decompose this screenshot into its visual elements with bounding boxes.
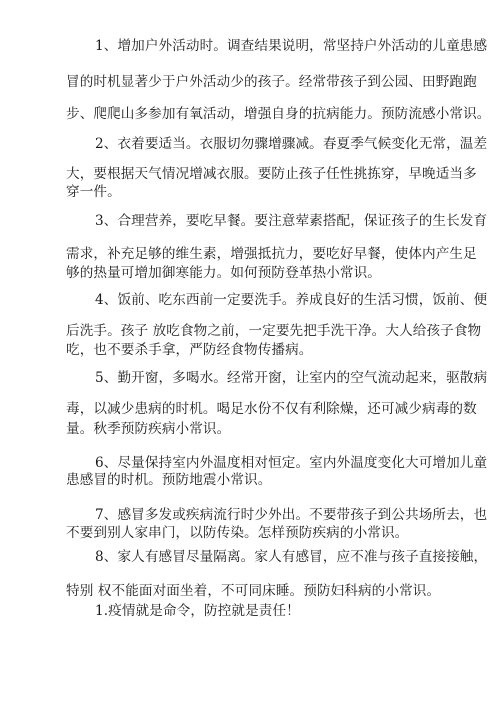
paragraph-7-line-1: 7、感冒多发或疾病流行时少外出。不要带孩子到公共场所去，也 [95, 507, 488, 523]
paragraph-8-line-2: 特别 权不能面对面坐着，不可同床睡。预防妇科病的小常识。 [66, 583, 441, 599]
paragraph-3-line-1: 3、合理营养，要吃早餐。要注意荤素搭配，保证孩子的生长发育 [95, 213, 488, 229]
paragraph-5-line-2: 毒，以减少患病的时机。喝足水份不仅有利除燥，还可减少病毒的数 [66, 401, 477, 417]
paragraph-7-line-2: 不要到别人家串门，以防传染。怎样预防疾病的小常识。 [66, 525, 409, 541]
paragraph-3-line-2: 需求，补充足够的维生素，增强抵抗力，要吃好早餐，使体内产生足 [66, 246, 477, 262]
closing-slogan: 1.疫情就是命令，防控就是责任！ [95, 603, 300, 619]
paragraph-4-line-2: 后洗手。孩子 放吃食物之前，一定要先把手洗干净。大人给孩子食物 [66, 323, 482, 339]
paragraph-3-line-3: 够的热量可增加御寒能力。如何预防登革热小常识。 [66, 265, 381, 281]
paragraph-6-line-1: 6、尽量保持室内外温度相对恒定。室内外温度变化大可增加儿童 [95, 455, 488, 471]
paragraph-2-line-3: 穿一件。 [66, 184, 121, 200]
paragraph-4-line-1: 4、饭前、吃东西前一定要洗手。养成良好的生活习惯，饭前、便 [95, 292, 488, 308]
paragraph-5-line-3: 量。秋季预防疾病小常识。 [66, 421, 231, 437]
paragraph-4-line-3: 吃，也不要杀手拿，严防经食物传播病。 [66, 342, 313, 358]
paragraph-8-line-1: 8、家人有感冒尽量隔离。家人有感冒，应不准与孩子直接接触， [95, 549, 488, 565]
paragraph-1-line-2: 冒的时机显著少于户外活动少的孩子。经常带孩子到公园、田野跑跑 [66, 74, 477, 90]
paragraph-1-line-1: 1、增加户外活动时。调查结果说明，常坚持户外活动的儿童患感 [95, 38, 488, 54]
paragraph-1-line-3: 步、爬爬山多参加有氧活动，增强自身的抗病能力。预防流感小常识。 [66, 106, 491, 122]
paragraph-6-line-2: 患感冒的时机。预防地震小常识。 [66, 472, 272, 488]
paragraph-2-line-1: 2、衣着要适当。衣服切勿骤增骤减。春夏季气候变化无常，温差 [95, 136, 488, 152]
paragraph-5-line-1: 5、勤开窗，多喝水。经常开窗，让室内的空气流动起来，驱散病 [95, 370, 488, 386]
paragraph-2-line-2: 大，要根据天气情况增减衣服。要防止孩子任性挑拣穿，早晚适当多 [66, 166, 477, 182]
